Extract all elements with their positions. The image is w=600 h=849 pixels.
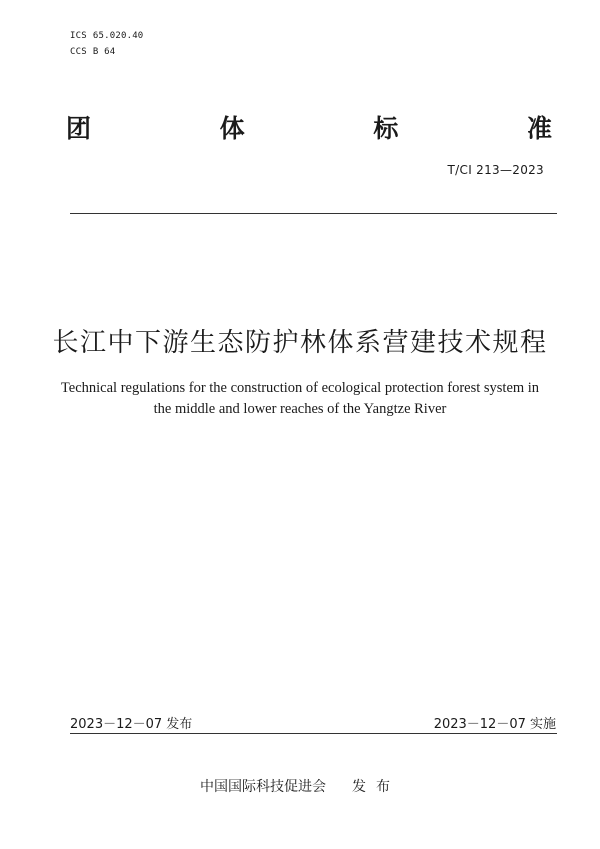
issue-date: 2023－12－07 发布 bbox=[70, 717, 193, 732]
title-english bbox=[0, 378, 600, 420]
ics-label: ICS bbox=[70, 31, 87, 41]
ics-value: 65.020.40 bbox=[92, 31, 144, 41]
publisher-name: 中国国际科技促进会 bbox=[200, 779, 326, 795]
standard-type-char: 标 bbox=[373, 114, 399, 143]
standard-type-char: 团 bbox=[66, 114, 92, 143]
publisher-action: 发布 bbox=[352, 779, 400, 795]
ccs-code-row bbox=[70, 44, 143, 60]
ccs-label: CCS bbox=[70, 47, 87, 57]
standard-type-char: 准 bbox=[526, 114, 552, 143]
implementation-date: 2023－12－07 实施 bbox=[433, 717, 556, 732]
standard-type-heading bbox=[66, 112, 552, 146]
ics-code-row bbox=[70, 28, 143, 44]
title-english-line: the middle and lower reaches of the Yangtze River bbox=[153, 401, 447, 417]
title-chinese: 长江中下游生态防护林体系营建技术规程 bbox=[52, 328, 548, 358]
title-english-line: Technical regulations for the construction of ecological protection forest system in bbox=[60, 380, 540, 396]
bottom-divider bbox=[70, 733, 557, 734]
top-divider bbox=[70, 213, 557, 214]
publisher-line bbox=[0, 776, 600, 796]
ccs-value: B 64 bbox=[92, 47, 116, 57]
standard-number: T/CI 213—2023 bbox=[447, 163, 544, 177]
standard-type-char: 体 bbox=[219, 114, 245, 143]
classification-codes bbox=[70, 28, 143, 60]
